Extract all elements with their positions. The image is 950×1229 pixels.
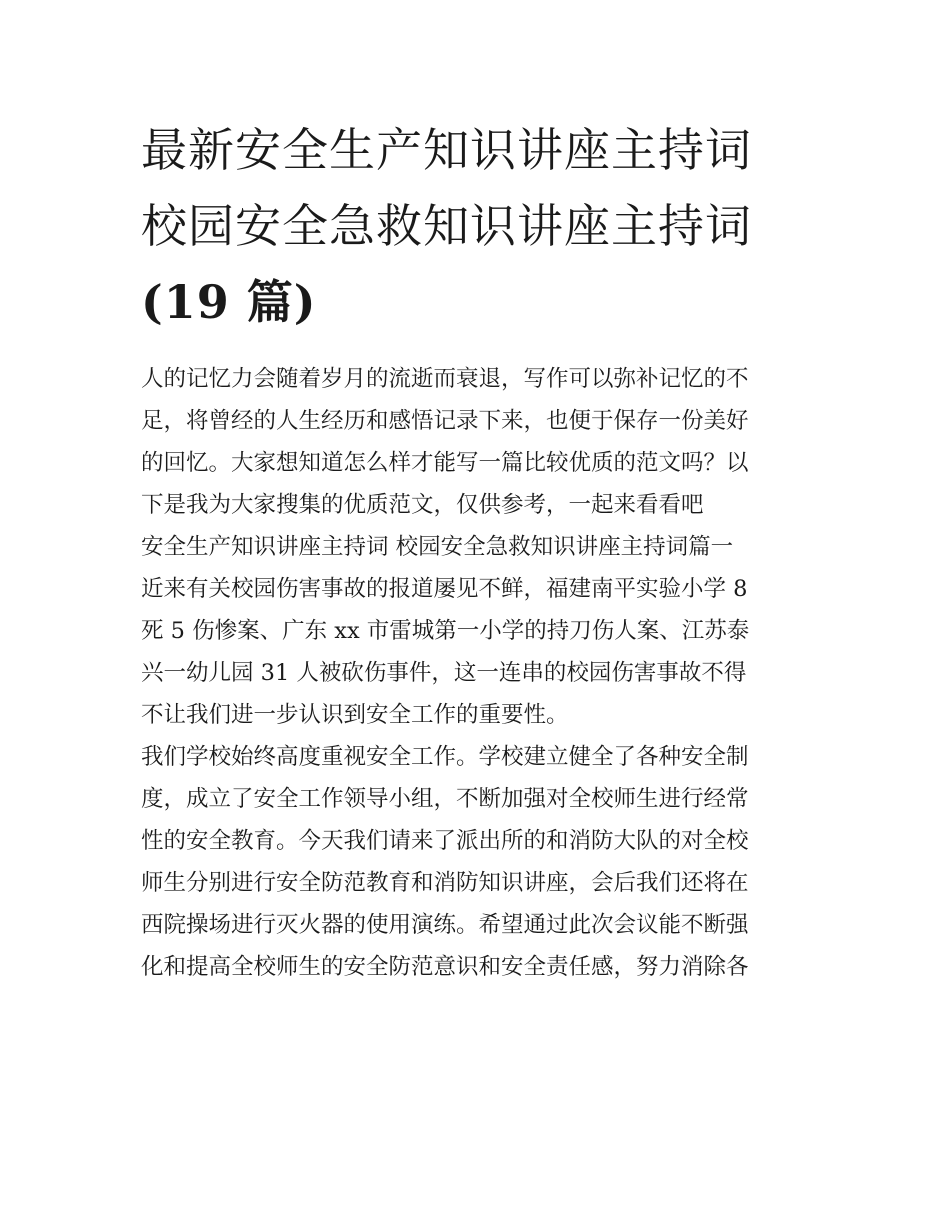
text-line: 近来有关校园伤害事故的报道屡见不鲜，福建南平实验小学 8 — [141, 576, 748, 602]
text-line: 下是我为大家搜集的优质范文，仅供参考，一起来看看吧 — [141, 492, 704, 518]
text-line: 师生分别进行安全防范教育和消防知识讲座，会后我们还将在 — [141, 870, 749, 896]
text-line: 西院操场进行灭火器的使用演练。希望通过此次会议能不断强 — [141, 912, 749, 938]
text-line: 不让我们进一步认识到安全工作的重要性。 — [141, 702, 569, 728]
text-line: 兴一幼儿园 31 人被砍伤事件，这一连串的校园伤害事故不得 — [141, 660, 747, 686]
text-line: 的回忆。大家想知道怎么样才能写一篇比较优质的范文吗？以 — [141, 450, 749, 476]
text-line: 我们学校始终高度重视安全工作。学校建立健全了各种安全制 — [141, 744, 749, 770]
text-line: 安全生产知识讲座主持词 校园安全急救知识讲座主持词篇一 — [141, 534, 734, 560]
title-line: 最新安全生产知识讲座主持词 — [141, 123, 752, 177]
intro-paragraph — [141, 358, 821, 526]
text-line: 度，成立了安全工作领导小组，不断加强对全校师生进行经常 — [141, 786, 749, 812]
text-line: 人的记忆力会随着岁月的流逝而衰退，写作可以弥补记忆的不 — [141, 366, 749, 392]
text-line: 死 5 伤惨案、广东 xx 市雷城第一小学的持刀伤人案、江苏泰 — [141, 618, 750, 644]
body-paragraph — [141, 568, 821, 736]
document-title — [141, 112, 821, 340]
body-paragraph — [141, 736, 821, 988]
document-body — [141, 358, 821, 988]
text-line: 性的安全教育。今天我们请来了派出所的和消防大队的对全校 — [141, 828, 749, 854]
text-line: 足，将曾经的人生经历和感悟记录下来，也便于保存一份美好 — [141, 408, 749, 434]
title-line: (19 篇) — [141, 275, 317, 329]
title-line: 校园安全急救知识讲座主持词 — [141, 199, 752, 253]
section-heading — [141, 526, 821, 568]
text-line: 化和提高全校师生的安全防范意识和安全责任感，努力消除各 — [141, 954, 749, 980]
